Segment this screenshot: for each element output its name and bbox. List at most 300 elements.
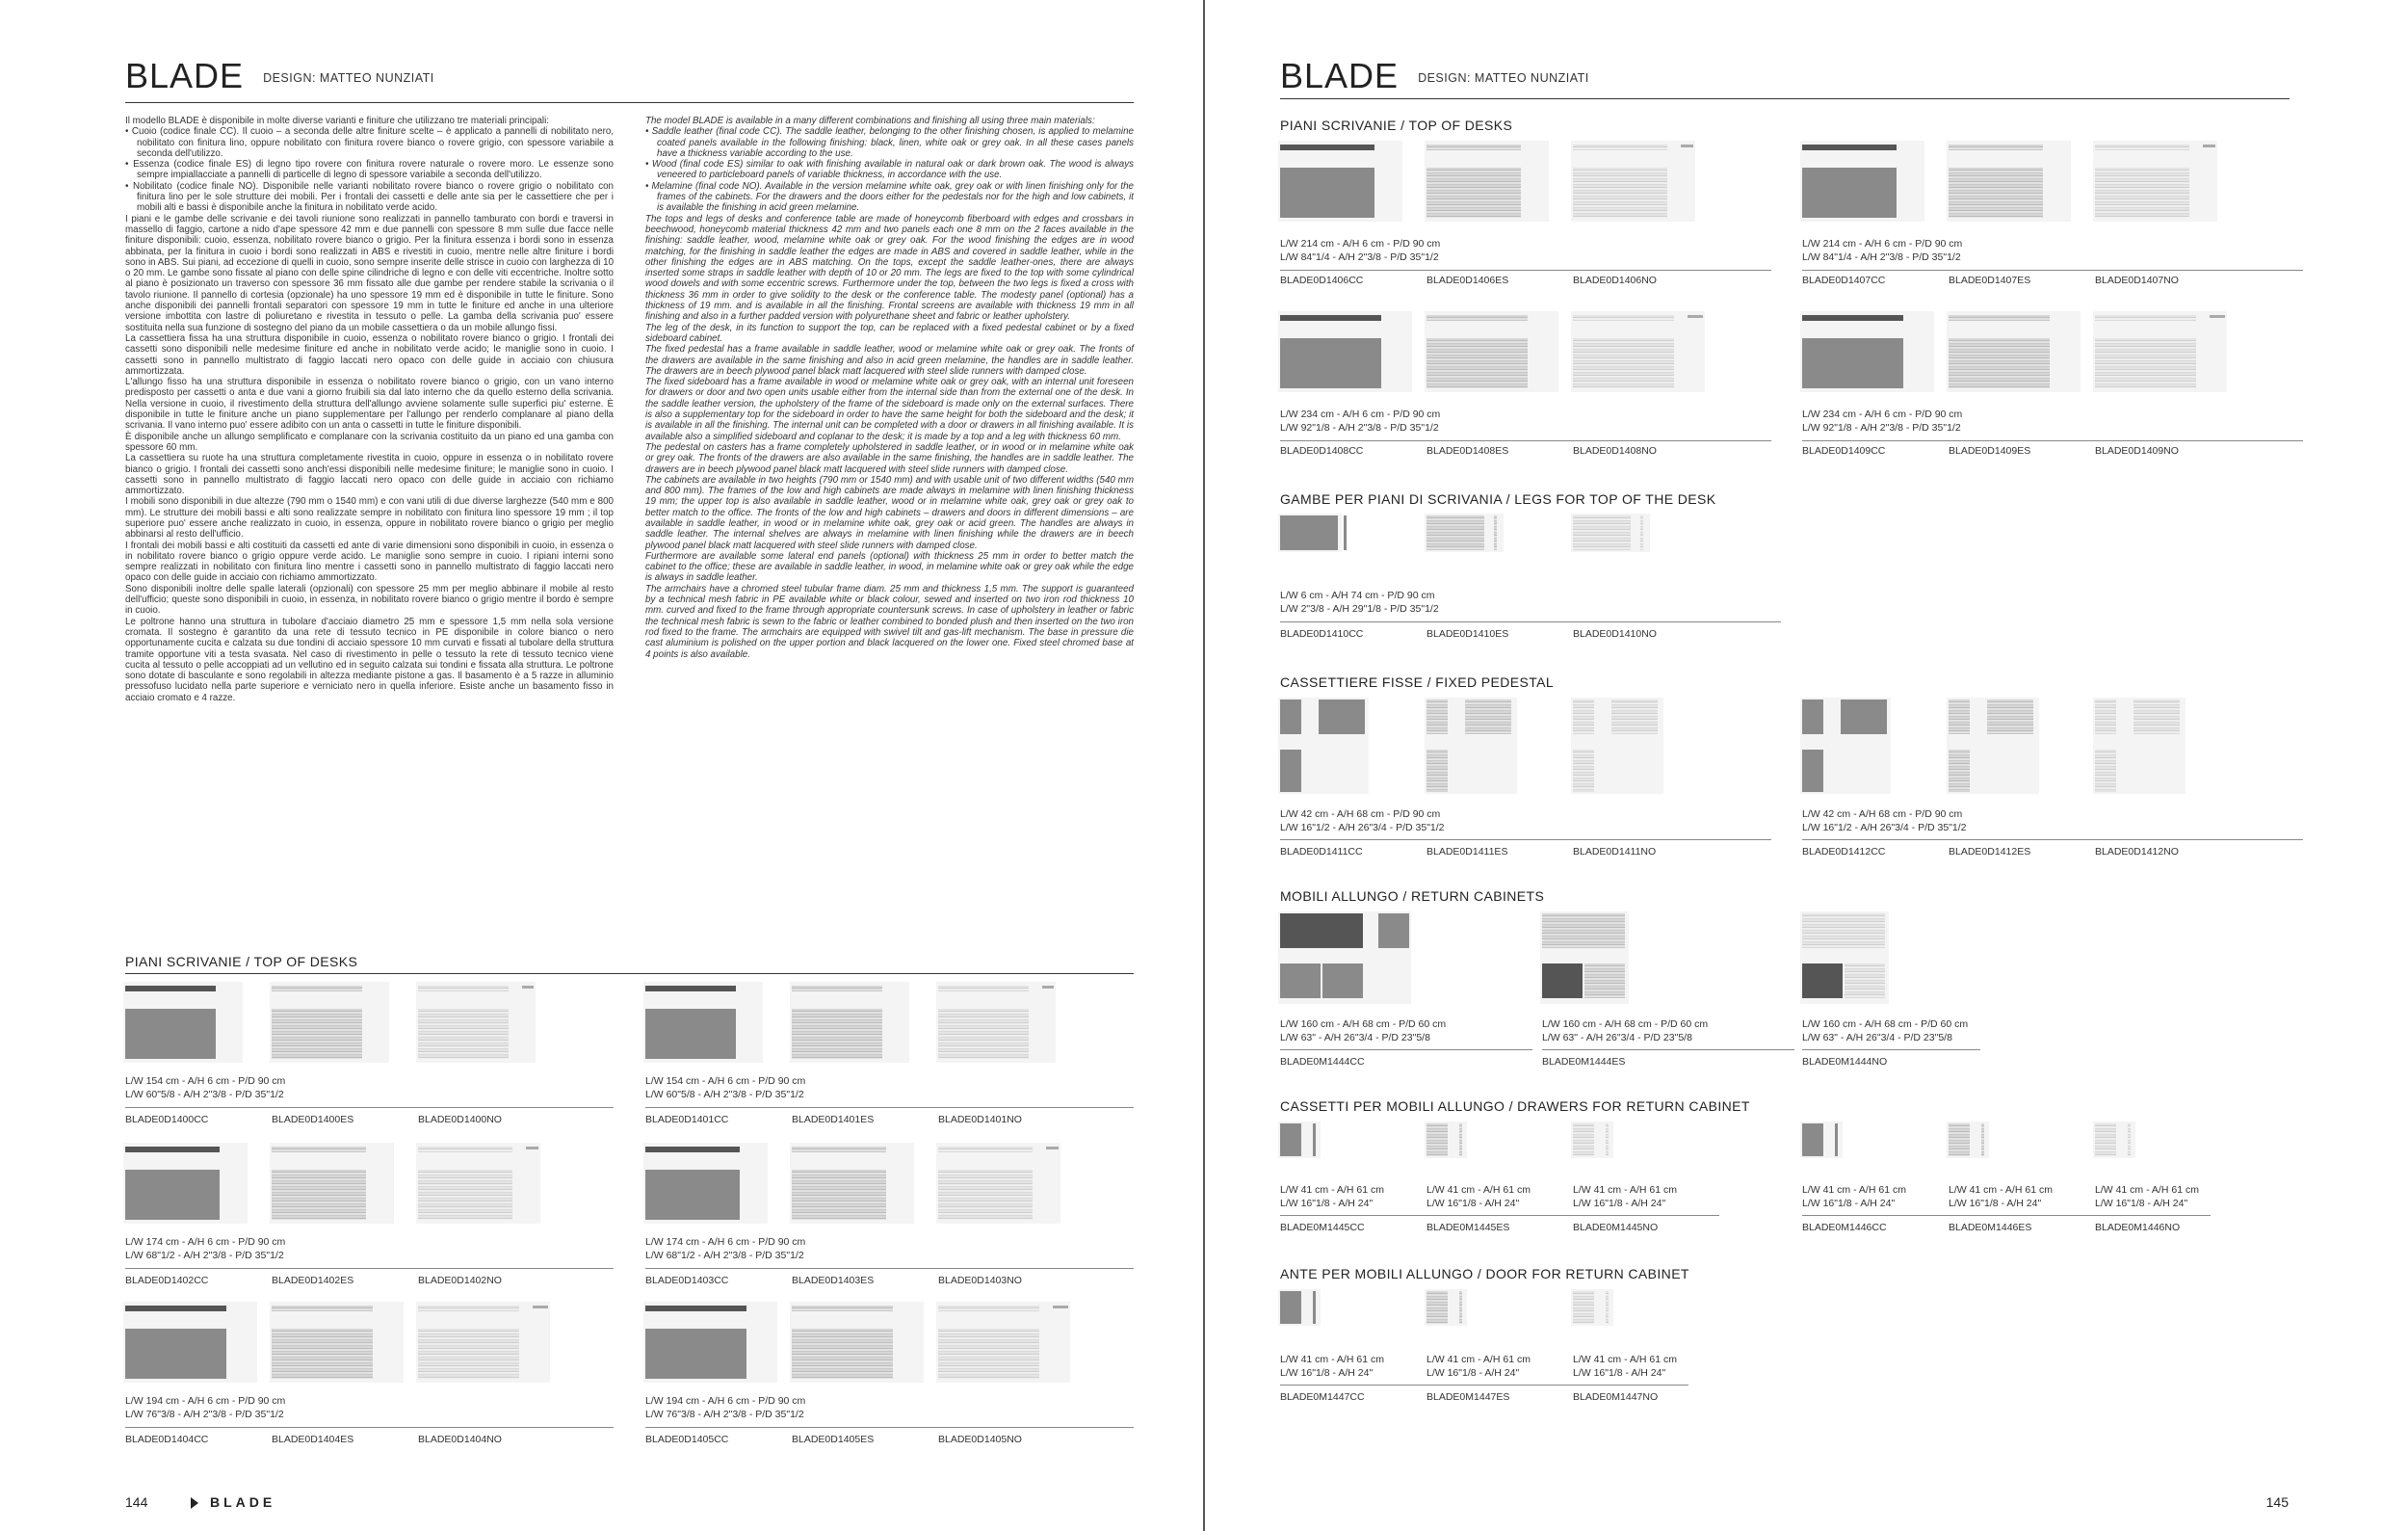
edge-view — [272, 1306, 373, 1311]
product-code: BLADE0M1445ES — [1426, 1222, 1510, 1233]
top-view — [1280, 168, 1374, 218]
page-title: BLADE DESIGN: MATTEO NUNZIATI — [1280, 56, 1589, 95]
page-number: 144 — [125, 1494, 148, 1510]
top-view — [418, 1170, 512, 1220]
section-title-drawers: CASSETTI PER MOBILI ALLUNGO / DRAWERS FOR RETURN CABINET — [1280, 1098, 1750, 1114]
paragraph: Il modello BLADE è disponibile in molte diverse varianti e finiture che utilizzano tre materiali principali: — [125, 116, 549, 126]
side-view — [522, 986, 534, 989]
english-description — [645, 116, 1134, 660]
product-code: BLADE0D1400CC — [125, 1114, 209, 1125]
edge-view — [938, 1306, 1039, 1311]
top-view — [938, 1170, 1033, 1220]
product-code: BLADE0D1404ES — [272, 1434, 354, 1445]
section-title-top-of-desks: PIANI SCRIVANIE / TOP OF DESKS — [1280, 118, 1513, 133]
row-rule — [1802, 1049, 1980, 1050]
pedestal-top — [1802, 750, 1823, 792]
section-title-legs: GAMBE PER PIANI DI SCRIVANIA / LEGS FOR TOP OF THE DESK — [1280, 491, 1716, 507]
product-image-CC — [125, 986, 241, 1063]
product-image-ES — [792, 986, 907, 1063]
dimension-line: L/W 154 cm - A/H 6 cm - P/D 90 cm — [645, 1075, 806, 1087]
row-rule — [645, 1427, 1134, 1428]
product-image-NO — [938, 986, 1054, 1063]
leg-front-view — [1573, 515, 1631, 550]
edge-view — [1802, 145, 1897, 150]
dimensions — [645, 1075, 805, 1101]
product-code: BLADE0M1447CC — [1280, 1391, 1365, 1403]
dimensions — [1802, 409, 1962, 435]
product-image-NO — [418, 1306, 548, 1383]
product-code: BLADE0D1403ES — [792, 1275, 875, 1286]
dimensions — [1280, 1354, 1384, 1380]
product-code: BLADE0D1400ES — [272, 1114, 354, 1125]
paragraph: • Wood (final code ES) similar to oak with finishing available in natural oak or dark brown oak. The wood is always veneered to particleboard panels of variable thickness, in accordance with the use. — [645, 159, 1134, 181]
dimension-line: L/W 16"1/2 - A/H 26"3/4 - P/D 35"1/2 — [1802, 821, 1967, 833]
row-rule — [1949, 1215, 2095, 1216]
pedestal-side — [1573, 700, 1594, 734]
paragraph: I mobili sono disponibili in due altezze (790 mm o 1540 mm) e con vani utili di due diverse larghezze (540 mm e 800 mm). Le strutture dei mobili bassi e alti sono realizzate sempre in nobilitato con finitura lino spessore 19 mm ; il top superiore puo' essere anche realizzato in cuoio, in essenza, oppure in nobilitato rovere bianco o grigio per meglio abbinarsi al resto dell'ufficio. — [125, 496, 614, 541]
row-rule — [1280, 270, 1771, 271]
dimension-line: L/W 41 cm - A/H 61 cm — [1949, 1184, 2053, 1196]
product-code: BLADE0D1410CC — [1280, 628, 1364, 640]
paragraph: The tops and legs of desks and conference table are made of honeycomb fiberboard with edges and crossbars in beechwood, honeycomb material thickness 42 mm and two panels each one 8 mm on the 2 faces available in the finishing: saddle leather, wood, melamine white oak or grey oak. For the wood finishing the edges are in wood matching, for the finishing in saddle leather the edges are made in ABS and covered in saddle leather, while in the other finishing the edges are in ABS matching. On the tops, except the saddle leather-ones, there are always inserted some straps in saddle leather with depth of 10 or 20 mm. The legs are fixed to the top with some cylindrical wood dowels and with some eccentric screws. Furthermore under the top, between the two legs is fixed a cross with thickness 36 mm in order to give solidity to the desk or the conference table. The modesty panel (optional) has a thickness of 19 mm. and is available in all the finishing. Frontal screens are available with thickness 19 mm in all finishing and also in a further padded version with polyurethane sheet and fabric or leather upholstery. — [645, 213, 1134, 323]
edge-view — [418, 1147, 512, 1152]
top-view — [125, 1329, 226, 1379]
dimension-line: L/W 214 cm - A/H 6 cm - P/D 90 cm — [1802, 238, 1963, 250]
edge-view — [1280, 145, 1374, 150]
pedestal-front — [1319, 700, 1365, 734]
dimension-line: L/W 63" - A/H 26"3/4 - P/D 23"5/8 — [1802, 1031, 1952, 1043]
paragraph: The model BLADE is available in a many different combinations and finishing all using three main materials: — [645, 116, 1095, 126]
product-code: BLADE0D1404NO — [418, 1434, 502, 1445]
product-code: BLADE0D1409ES — [1949, 445, 2031, 457]
edge-view — [645, 1147, 740, 1152]
leg-side-view — [1344, 515, 1347, 550]
product-code: BLADE0D1408CC — [1280, 445, 1364, 457]
product-code: BLADE0D1405ES — [792, 1434, 875, 1445]
dimensions — [1802, 238, 1962, 264]
product-image-ES — [792, 1306, 922, 1383]
side-view — [1042, 986, 1054, 989]
product-code: BLADE0D1401NO — [938, 1114, 1022, 1125]
row-rule — [1280, 1049, 1532, 1050]
cabinet-back-right — [1322, 963, 1363, 998]
paragraph: La cassettiera fissa ha una struttura disponibile in cuoio, essenza o nobilitato rovere bianco o grigio. I frontali dei cassetti sono disponibili nelle medesime finiture ed anche in nobilitato verde acido; le maniglie sono in cuoio. I cassetti sono in pannello multistrato di faggio laccati nero opaco con delle guide in acciaio con chiusura ammortizzata. — [125, 332, 614, 377]
pedestal-top — [1426, 750, 1448, 792]
product-code: BLADE0D1409CC — [1802, 445, 1886, 457]
pedestal-front — [2133, 700, 2180, 734]
product-image-NO — [2095, 145, 2215, 222]
paragraph: The fixed sideboard has a frame available in wood or melamine white oak or grey oak, with an internal unit foreseen for drawers or door and two open units usable either from the internal side than from the external one of the desk. In the saddle leather version, the upholstery of the frame of the sideboard is made only on the external surfaces. There is also a supplementary top for the sideboard in order to have the same height for both the sideboard and the desk; it is available in all the finishing. The internal unit can be completed with a door or drawers in all finishing available. It is available also a simplified sideboard and coplanar to the desk; it is made by a top and a leg with thickness 60 mm. — [645, 377, 1134, 442]
drawer-front — [2095, 1123, 2116, 1156]
top-view — [2095, 338, 2196, 388]
paragraph: Sono disponibili inoltre delle spalle laterali (opzionali) con spessore 25 mm per meglio abbinare il mobile al resto dell'ufficio; queste sono disponibili in cuoio, in essenza, in nobilitato rovere bianco o grigio mentre il bordo è sempre in cuoio. — [125, 583, 614, 617]
side-view — [533, 1306, 548, 1308]
door-front — [1573, 1291, 1594, 1324]
top-view — [1802, 338, 1903, 388]
top-view — [1280, 338, 1381, 388]
pedestal-side — [2095, 700, 2116, 734]
product-image-ES — [1949, 145, 2069, 222]
side-view — [526, 1147, 538, 1149]
product-code: BLADE0D1408NO — [1573, 445, 1657, 457]
product-image-NO — [938, 1306, 1068, 1383]
page-number: 145 — [2265, 1494, 2289, 1510]
product-code: BLADE0M1445NO — [1573, 1222, 1659, 1233]
dimensions — [125, 1075, 285, 1101]
product-code: BLADE0D1402ES — [272, 1275, 354, 1286]
pedestal-top — [1573, 750, 1594, 792]
product-image-NO — [418, 1147, 538, 1224]
product-code: BLADE0D1402NO — [418, 1275, 502, 1286]
product-code: BLADE0M1447NO — [1573, 1391, 1659, 1403]
door-front — [1426, 1291, 1448, 1324]
top-view — [645, 1009, 736, 1059]
edge-view — [645, 986, 736, 991]
product-image-CC — [645, 1147, 766, 1224]
dimension-line: L/W 16"1/2 - A/H 26"3/4 - P/D 35"1/2 — [1280, 821, 1445, 833]
footer-brand: BLADE — [191, 1494, 275, 1510]
leg-front-view — [1426, 515, 1484, 550]
top-view — [1802, 168, 1897, 218]
dimension-line: L/W 174 cm - A/H 6 cm - P/D 90 cm — [645, 1236, 806, 1248]
edge-view — [125, 1306, 226, 1311]
product-image-ES — [1426, 145, 1547, 222]
pedestal-top — [1949, 750, 1970, 792]
product-code: BLADE0D1402CC — [125, 1275, 209, 1286]
dimensions — [1280, 238, 1440, 264]
row-rule — [1802, 1215, 1949, 1216]
cabinet-back-left — [1802, 963, 1843, 998]
paragraph: • Cuoio (codice finale CC). Il cuoio – a seconda delle altre finiture scelte – è applicato a pannelli di nobilitato nero, nobilitato con finitura lino, oppure nobilitato con finitura rovere bianco o rovere grigio, con spessore variabile a seconda dell'utilizzo. — [125, 126, 614, 159]
product-code: BLADE0D1400NO — [418, 1114, 502, 1125]
drawer-side — [1835, 1123, 1838, 1156]
triangle-icon — [191, 1497, 198, 1509]
door-front — [1280, 1291, 1301, 1324]
top-view — [2095, 168, 2189, 218]
dimensions — [125, 1395, 285, 1421]
product-image-CC — [645, 1306, 775, 1383]
top-view — [792, 1329, 893, 1379]
product-image-NO — [2095, 315, 2225, 392]
dimension-line: L/W 2"3/8 - A/H 29"1/8 - P/D 35"1/2 — [1280, 602, 1439, 615]
product-code: BLADE0M1446NO — [2095, 1222, 2181, 1233]
edge-view — [1573, 315, 1674, 321]
product-image-ES — [792, 1147, 912, 1224]
product-code: BLADE0D1407ES — [1949, 275, 2031, 286]
pedestal-front — [1987, 700, 2033, 734]
product-code: BLADE0D1411NO — [1573, 846, 1657, 858]
dimensions — [2095, 1184, 2199, 1210]
edge-view — [1949, 315, 2050, 321]
top-view — [125, 1009, 216, 1059]
product-image-ES — [272, 1306, 402, 1383]
edge-view — [272, 986, 362, 991]
product-image-CC — [1280, 145, 1400, 222]
pedestal-top — [2095, 750, 2116, 792]
title-rule — [125, 102, 1134, 103]
product-code: BLADE0D1407CC — [1802, 275, 1886, 286]
product-code: BLADE0D1408ES — [1426, 445, 1509, 457]
dimension-line: L/W 41 cm - A/H 61 cm — [1573, 1354, 1677, 1365]
dimension-line: L/W 92"1/8 - A/H 2"3/8 - P/D 35"1/2 — [1280, 421, 1439, 434]
top-view — [272, 1329, 373, 1379]
edge-view — [1280, 315, 1381, 321]
cabinet-back-right — [1845, 963, 1885, 998]
row-rule — [1573, 1215, 1719, 1216]
product-code: BLADE0M1445CC — [1280, 1222, 1365, 1233]
row-rule — [1573, 1385, 1688, 1386]
drawer-side — [1313, 1123, 1316, 1156]
dimension-line: L/W 84"1/4 - A/H 2"3/8 - P/D 35"1/2 — [1802, 251, 1961, 263]
paragraph: • Melamine (final code NO). Available in the version melamine white oak, grey oak or with linen finishing only for the frames of the cabinets. For the drawers and the doors either for the pedestals nor for the high and low cabinets, it is available the finishing in acid green melamine. — [645, 180, 1134, 214]
drawer-side — [1459, 1123, 1462, 1156]
dimension-line: L/W 60"5/8 - A/H 2"3/8 - P/D 35"1/2 — [645, 1088, 804, 1100]
cabinet-back-left — [1280, 963, 1321, 998]
dimension-line: L/W 68"1/2 - A/H 2"3/8 - P/D 35"1/2 — [125, 1249, 284, 1261]
paragraph: The fixed pedestal has a frame available in saddle leather, wood or melamine white oak or grey oak. The fronts of the drawers are available in the same finishing and also in acid green melamine, the handles are in saddle leather. The drawers are in beech plywood panel black matt lacquered with steel slide runners with damped close. — [645, 344, 1134, 377]
cabinet-back-left — [1542, 963, 1583, 998]
edge-view — [1426, 315, 1528, 321]
product-code: BLADE0D1410ES — [1426, 628, 1509, 640]
dimensions — [1280, 590, 1439, 616]
top-view — [792, 1009, 882, 1059]
edge-view — [645, 1306, 746, 1311]
product-image-ES — [1426, 315, 1557, 392]
edge-view — [125, 986, 216, 991]
cabinet-side — [1378, 913, 1409, 948]
edge-view — [1426, 145, 1521, 150]
dimension-line: L/W 234 cm - A/H 6 cm - P/D 90 cm — [1280, 409, 1441, 420]
dimension-line: L/W 16"1/8 - A/H 24" — [1426, 1197, 1520, 1209]
row-rule — [1280, 1215, 1426, 1216]
paragraph: The cabinets are available in two heights (790 mm or 1540 mm) and with usable unit of two different widths (540 mm and 800 mm). The frames of the low and high cabinets are made always in melamine with linen finishing thickness 19 mm; the upper top is also available in saddle leather, wood or in melamine white oak, grey oak or grey oak to better match to the office. The fronts of the low and high cabinets – drawers and doors in different dimensions – are available in saddle leather, in wood or in melamine white oak, grey oak or acid green. The handles are always in saddle leather. The internal shelves are always in melamine with linen finishing while the drawers are in beech plywood panel black matt lacquered with steel slide runners with damped close. — [645, 474, 1134, 551]
dimension-line: L/W 194 cm - A/H 6 cm - P/D 90 cm — [125, 1395, 286, 1407]
top-view — [938, 1329, 1039, 1379]
product-code: BLADE0M1446CC — [1802, 1222, 1887, 1233]
dimension-line: L/W 42 cm - A/H 68 cm - P/D 90 cm — [1280, 808, 1441, 820]
paragraph: È disponibile anche un allungo semplificato e complanare con la scrivania costituito da un piano ed una gamba con spessore 60 mm. — [125, 431, 614, 453]
dimension-line: L/W 16"1/8 - A/H 24" — [1573, 1197, 1666, 1209]
leg-front-view — [1280, 515, 1338, 550]
dimensions — [1802, 808, 1967, 834]
dimension-line: L/W 92"1/8 - A/H 2"3/8 - P/D 35"1/2 — [1802, 421, 1961, 434]
product-image-ES — [272, 986, 387, 1063]
drawer-side — [2128, 1123, 2131, 1156]
row-rule — [1542, 1049, 1794, 1050]
dimension-line: L/W 16"1/8 - A/H 24" — [1949, 1197, 2042, 1209]
dimension-line: L/W 154 cm - A/H 6 cm - P/D 90 cm — [125, 1075, 286, 1087]
edge-view — [792, 1147, 886, 1152]
product-code: BLADE0M1446ES — [1949, 1222, 2032, 1233]
top-view — [418, 1329, 519, 1379]
page-title: BLADE DESIGN: MATTEO NUNZIATI — [125, 56, 434, 95]
row-rule — [645, 1107, 1134, 1108]
dimensions — [1426, 1184, 1531, 1210]
dimension-line: L/W 76"3/8 - A/H 2"3/8 - P/D 35"1/2 — [125, 1408, 284, 1420]
edge-view — [2095, 315, 2196, 321]
product-code: BLADE0D1409NO — [2095, 445, 2179, 457]
dimension-line: L/W 16"1/8 - A/H 24" — [1426, 1366, 1520, 1379]
product-code: BLADE0M1444CC — [1280, 1056, 1365, 1068]
dimension-line: L/W 194 cm - A/H 6 cm - P/D 90 cm — [645, 1395, 806, 1407]
dimension-line: L/W 160 cm - A/H 68 cm - P/D 60 cm — [1280, 1018, 1447, 1030]
row-rule — [1280, 440, 1771, 441]
drawer-side — [1981, 1123, 1984, 1156]
paragraph: The pedestal on casters has a frame completely upholstered in saddle leather, or in wood or in melamine white oak or grey oak. The fronts of the drawers are also available in the same finishing, the handles are in saddle leather. The drawers are in beech plywood panel black matt lacquered with steel slide runners with damped close. — [645, 441, 1134, 475]
row-rule — [1802, 839, 2303, 840]
dimension-line: L/W 160 cm - A/H 68 cm - P/D 60 cm — [1542, 1018, 1709, 1030]
dimensions — [1802, 1184, 1906, 1210]
right-page — [1205, 0, 2408, 1531]
product-code: BLADE0D1412ES — [1949, 846, 2031, 858]
product-code: BLADE0D1404CC — [125, 1434, 209, 1445]
section-title-return-cabinets: MOBILI ALLUNGO / RETURN CABINETS — [1280, 888, 1545, 904]
side-view — [2210, 315, 2225, 318]
dimensions — [1949, 1184, 2053, 1210]
dimension-line: L/W 16"1/8 - A/H 24" — [2095, 1197, 2188, 1209]
side-view — [1046, 1147, 1059, 1149]
edge-view — [2095, 145, 2189, 150]
row-rule — [1802, 270, 2303, 271]
product-code: BLADE0D1403CC — [645, 1275, 729, 1286]
top-view — [1949, 338, 2050, 388]
dimension-line: L/W 16"1/8 - A/H 24" — [1280, 1197, 1374, 1209]
paragraph: The armchairs have a chromed steel tubular frame diam. 25 mm and thickness 1,5 mm. The support is guaranteed by a technical mesh fabric in PE available white or black colour, sewed and inserted on two iron rod thickness 10 mm. curved and fixed to the frame through appropriate countersunk screws. In case of upholstery in leather or fabric the technical mesh fabric is sewn to the fabric or leather combined to bonded plush and then inserted on the two iron rod fixed to the frame. The armchairs are equipped with swivel tilt and gas-lift mechanism. The base in pressure die cast aluminium is polished on the upper portion and black lacquered on the lower one. Fixed steel chromed base at 4 points is also available. — [645, 583, 1134, 660]
drawer-front — [1426, 1123, 1448, 1156]
dimensions — [1426, 1354, 1531, 1380]
cabinet-front — [1542, 913, 1625, 948]
edge-view — [125, 1147, 220, 1152]
top-view — [938, 1009, 1029, 1059]
dimension-line: L/W 41 cm - A/H 61 cm — [1573, 1184, 1677, 1196]
row-rule — [1280, 839, 1771, 840]
edge-view — [938, 986, 1029, 991]
title-rule — [1280, 98, 2290, 99]
dimensions — [1280, 1184, 1384, 1210]
section-rule — [125, 973, 1134, 974]
paragraph: • Essenza (codice finale ES) di legno tipo rovere con finitura rovere naturale o rovere moro. Le essenze sono sempre impiallacciate a pannelli di particelle di legno di spessore variabile a seconda dell'utilizzo. — [125, 159, 614, 181]
dimensions — [645, 1236, 805, 1262]
product-image-CC — [645, 986, 761, 1063]
pedestal-front — [1611, 700, 1658, 734]
edge-view — [1949, 145, 2043, 150]
pedestal-side — [1426, 700, 1448, 734]
product-code: BLADE0D1412CC — [1802, 846, 1886, 858]
dimension-line: L/W 6 cm - A/H 74 cm - P/D 90 cm — [1280, 590, 1435, 601]
product-image-CC — [1802, 145, 1923, 222]
dimension-line: L/W 234 cm - A/H 6 cm - P/D 90 cm — [1802, 409, 1963, 420]
dimensions — [1573, 1184, 1677, 1210]
row-rule — [1426, 1385, 1573, 1386]
dimension-line: L/W 42 cm - A/H 68 cm - P/D 90 cm — [1802, 808, 1963, 820]
dimensions — [1280, 1018, 1446, 1044]
row-rule — [125, 1268, 614, 1269]
row-rule — [1426, 1215, 1573, 1216]
product-code: BLADE0D1406NO — [1573, 275, 1657, 286]
edge-view — [792, 986, 882, 991]
door-side — [1459, 1291, 1462, 1324]
row-rule — [1802, 440, 2303, 441]
pedestal-front — [1841, 700, 1887, 734]
dimensions — [1280, 808, 1445, 834]
edge-view — [272, 1147, 366, 1152]
paragraph: L'allungo fisso ha una struttura disponibile in essenza o nobilitato rovere bianco o grigio, con un vano interno predisposto per cassetti o anta e due vani a giorno fruibili sia dal lato interno che da quello esterno della scrivania. Nella versione in cuoio, il rivestimento della struttura dell'allungo avviene solamente sulle superfici piu' esterne. È disponibile in tutte le finiture anche un piano supplementare per l'allungo per renderlo complanare al piano della scrivania. Il vano interno puo' essere adibito con un anta o cassetti in tutte le finiture disponibili. — [125, 377, 614, 432]
top-view — [272, 1170, 366, 1220]
top-view — [272, 1009, 362, 1059]
product-image-CC — [125, 1306, 255, 1383]
dimensions — [1573, 1354, 1677, 1380]
dimensions — [1802, 1018, 1968, 1044]
product-code: BLADE0M1444ES — [1542, 1056, 1626, 1068]
paragraph: • Nobilitato (codice finale NO). Disponibile nelle varianti nobilitato rovere bianco o rovere grigio o nobilitato con finitura lino per le sole strutture dei mobili. Per i frontali dei cassetti e delle ante sia per le cassettiere che per i mobili alti e bassi è disponibile anche la finitura in nobilitato verde acido. — [125, 180, 614, 214]
dimension-line: L/W 16"1/8 - A/H 24" — [1802, 1197, 1896, 1209]
side-view — [1688, 315, 1703, 318]
product-code: BLADE0D1405NO — [938, 1434, 1022, 1445]
designer-credit: DESIGN: MATTEO NUNZIATI — [263, 71, 434, 86]
dimension-line: L/W 63" - A/H 26"3/4 - P/D 23"5/8 — [1280, 1031, 1430, 1043]
product-image-ES — [1949, 315, 2079, 392]
dimensions — [1280, 409, 1440, 435]
pedestal-top — [1280, 750, 1301, 792]
pedestal-side — [1802, 700, 1823, 734]
dimension-line: L/W 41 cm - A/H 61 cm — [1426, 1354, 1531, 1365]
top-view — [1426, 338, 1528, 388]
dimension-line: L/W 16"1/8 - A/H 24" — [1573, 1366, 1666, 1379]
row-rule — [125, 1427, 614, 1428]
leg-side-view — [1494, 515, 1497, 550]
top-view — [792, 1170, 886, 1220]
product-image-NO — [418, 986, 534, 1063]
top-view — [1573, 338, 1674, 388]
product-code: BLADE0D1405CC — [645, 1434, 729, 1445]
row-rule — [125, 1107, 614, 1108]
pedestal-side — [1949, 700, 1970, 734]
leg-side-view — [1640, 515, 1643, 550]
paragraph: I piani e le gambe delle scrivanie e dei tavoli riunione sono realizzati in pannello tamburato con bordi e traversi in massello di faggio, cartone a nido d'ape spessore 42 mm e due pannelli con spessore 8 mm sulle due facce nelle finiture disponibili: cuoio, essenza, nobilitato rovere bianco o grigio. Per la finitura essenza i bordi sono in essenza abbinata, per la finitura in cuoio i bordi sono realizzati in ABS e rivestiti in cuoio, mentre nelle altre finiture i bordi sono in ABS. Sui piani, ad eccezione di quelli in cuoio, sono sempre inserite delle strisce in cuoio con larghezza di 10 o 20 mm. Le gambe sono fissate al piano con delle spine cilindriche di legno e con delle viti eccentriche. Inoltre sotto al piano è posizionato un traverso con spessore 36 mm fissato alle due gambe per rendere stabile la scrivania o il tavolo riunione. Il pannello di cortesia (opzionale) ha uno spessore 19 mm ed è disponibile in tutte le finiture. Sono anche disponibili dei pannelli frontali separatori con spessore 19 mm in tutte le finiture ed anche in una ulteriore versione imbottita con lastre di poliuretano e rivestita in tessuto o pelle. La gamba della scrivania puo' essere sostituita nella sua funzione di sostegno del piano da un mobile cassettiera o da un mobile allungo fissi. — [125, 213, 615, 333]
paragraph: The leg of the desk, in its function to support the top, can be replaced with a fixed pedestal cabinet or by a fixed sideboard cabinet. — [645, 322, 1134, 344]
top-view — [645, 1170, 740, 1220]
drawer-front — [1802, 1123, 1823, 1156]
section-title-doors: ANTE PER MOBILI ALLUNGO / DOOR FOR RETURN CABINET — [1280, 1266, 1689, 1281]
dimension-line: L/W 63" - A/H 26"3/4 - P/D 23"5/8 — [1542, 1031, 1692, 1043]
paragraph: Le poltrone hanno una struttura in tubolare d'acciaio diametro 25 mm e spessore 1,5 mm nella sola versione cromata. Il sostegno è garantito da una rete di tessuto tecnico in PE disponibile in colore bianco o nero opportunamente cucita e calzata su due tondini di acciaio spessore 10 mm curvati e fissati al tubolare della struttura tramite opportune viti a testa svasata. Nel caso di rivestimento in pelle o tessuto la rete di tessuto tecnico viene cucita al tessuto o pelle accoppiati ad un vellutino ed in seguito calzata sui tondini e fissata alla struttura. Le poltrone sono dotate di basculante e sono regolabili in altezza mediante pistone a gas. Il basamento è a 5 razze in alluminio pressofuso lucidato nella parte superiore e verniciato nero in quella inferiore. Esiste anche un basamento fisso in acciaio cromato e 4 razze. — [125, 616, 614, 703]
section-title-fixed-pedestal: CASSETTIERE FISSE / FIXED PEDESTAL — [1280, 674, 1555, 690]
row-rule — [1280, 1385, 1426, 1386]
edge-view — [938, 1147, 1033, 1152]
product-code: BLADE0D1407NO — [2095, 275, 2179, 286]
dimension-line: L/W 84"1/4 - A/H 2"3/8 - P/D 35"1/2 — [1280, 251, 1439, 263]
cabinet-front — [1280, 913, 1363, 948]
dimension-line: L/W 41 cm - A/H 61 cm — [2095, 1184, 2199, 1196]
edge-view — [418, 986, 509, 991]
dimensions — [125, 1236, 285, 1262]
product-code: BLADE0D1403NO — [938, 1275, 1022, 1286]
side-view — [2203, 145, 2215, 147]
pedestal-side — [1280, 700, 1301, 734]
top-view — [1426, 168, 1521, 218]
product-image-CC — [1280, 315, 1410, 392]
row-rule — [2095, 1215, 2211, 1216]
drawer-front — [1280, 1123, 1301, 1156]
product-image-NO — [938, 1147, 1059, 1224]
product-code: BLADE0D1412NO — [2095, 846, 2179, 858]
product-image-ES — [272, 1147, 392, 1224]
paragraph: Furthermore are available some lateral end panels (optional) with thickness 25 mm in order to better match the cabinet to the office; these are available in saddle leather, in wood, in melamine white oak or grey oak while the edge is always in saddle leather. — [645, 550, 1134, 584]
door-side — [1313, 1291, 1316, 1324]
side-view — [1681, 145, 1693, 147]
product-image-CC — [125, 1147, 246, 1224]
drawer-side — [1606, 1123, 1609, 1156]
